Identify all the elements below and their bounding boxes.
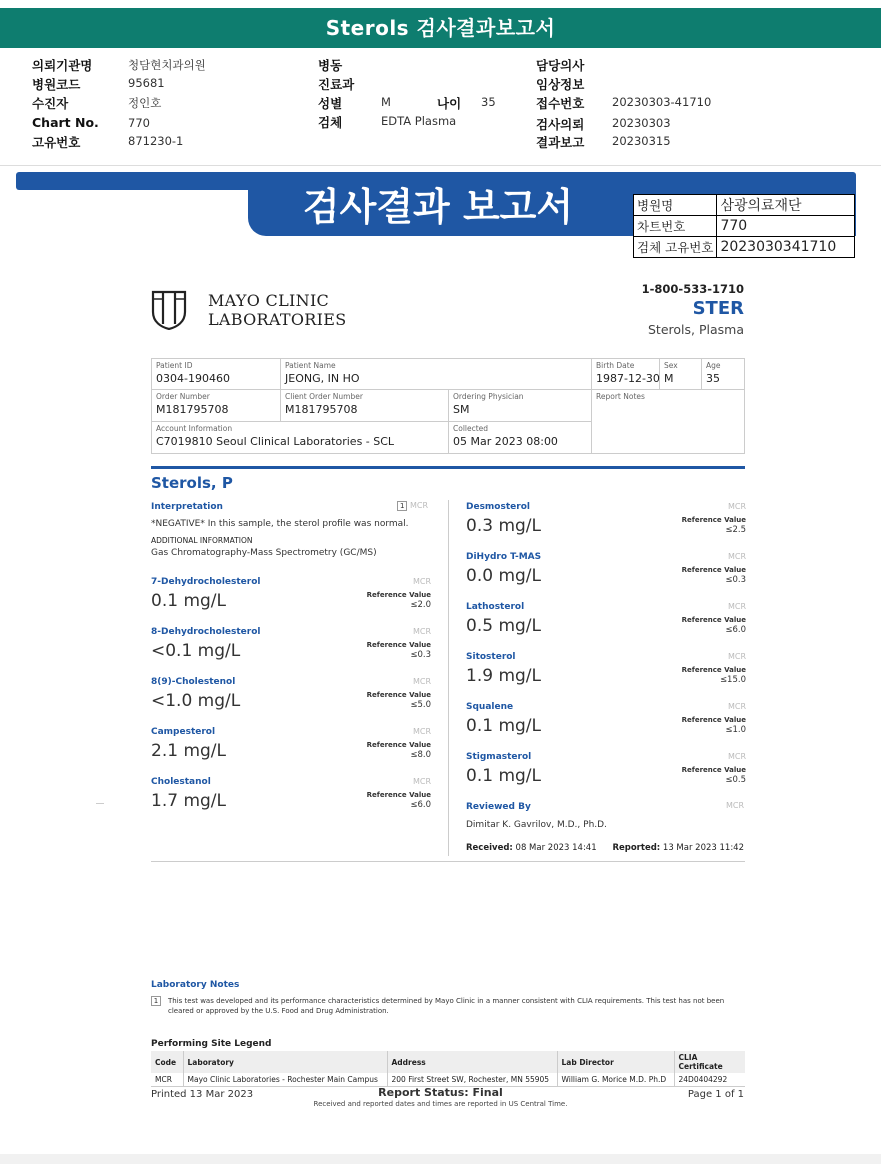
table-cell: 24D0404292 xyxy=(674,1073,745,1087)
reference-value: ≤15.0 xyxy=(719,675,746,685)
analyte-name: Lathosterol xyxy=(466,602,525,612)
mayo-shield-logo-icon xyxy=(151,290,187,330)
lab-note-text: This test was developed and its performance characteristics determined by Mayo Clinic in a manner consistent with CLIA requirements. This test has not been cleared or approved by the U.S. Food and Drug Administration. xyxy=(168,997,725,1015)
reviewer-name: Dimitar K. Gavrilov, M.D., Ph.D. xyxy=(466,820,607,830)
table-cell: William G. Morice M.D. Ph.D xyxy=(557,1073,674,1087)
result-value: 0.1 mg/L xyxy=(466,766,541,786)
result-value: 0.5 mg/L xyxy=(466,616,541,636)
reference-label: Reference Value xyxy=(366,741,431,749)
header-value: 770 xyxy=(128,116,150,130)
reference-label: Reference Value xyxy=(681,666,746,674)
results-section-title: Sterols, P xyxy=(151,474,233,492)
additional-info-label: ADDITIONAL INFORMATION xyxy=(151,536,253,545)
account-cell xyxy=(152,422,449,453)
collected-cell xyxy=(449,422,592,453)
site-code: MCR xyxy=(727,752,746,761)
header-divider xyxy=(0,165,881,166)
header-label: 수진자 xyxy=(32,96,69,111)
sex-cell xyxy=(660,359,702,390)
received-value: 08 Mar 2023 14:41 xyxy=(515,843,597,853)
header-label: 의뢰기관명 xyxy=(32,58,93,73)
result-value: 2.1 mg/L xyxy=(151,741,226,761)
report-status: Report Status: Final xyxy=(378,1086,503,1099)
result-item xyxy=(466,652,746,702)
column-header: Laboratory xyxy=(183,1051,387,1073)
cell-label: Birth Date xyxy=(596,361,635,370)
header-value: M xyxy=(381,95,391,109)
report-status-note: Received and reported dates and times are reported in US Central Time. xyxy=(313,1100,568,1108)
cell-value: 0304-190460 xyxy=(156,372,230,385)
header-label: 진료과 xyxy=(318,77,355,92)
cell-value: 05 Mar 2023 08:00 xyxy=(453,435,558,448)
column-header: Lab Director xyxy=(557,1051,674,1073)
reviewed-by-label: Reviewed By xyxy=(466,802,531,812)
result-item xyxy=(466,552,746,602)
received-date xyxy=(466,843,597,853)
cell-label: Sex xyxy=(664,361,678,370)
reference-value: ≤0.5 xyxy=(725,775,746,785)
cell-label: Collected xyxy=(453,424,489,433)
reference-value: ≤2.5 xyxy=(725,525,746,535)
results-bottom-rule xyxy=(151,861,745,862)
report-band-title: 검사결과 보고서 xyxy=(248,180,628,236)
cell-label: Client Order Number xyxy=(285,392,363,401)
column-header: Code xyxy=(151,1051,183,1073)
result-item xyxy=(151,777,431,827)
site-code: MCR xyxy=(412,777,431,786)
requester-info xyxy=(0,54,881,166)
header-value: 정인호 xyxy=(128,96,162,110)
cell-value: 35 xyxy=(706,372,720,385)
analyte-name: Squalene xyxy=(466,702,514,712)
site-code: MCR xyxy=(727,602,746,611)
analyte-name: Sitosterol xyxy=(466,652,516,662)
reference-value: ≤1.0 xyxy=(725,725,746,735)
reference-value: ≤2.0 xyxy=(410,600,431,610)
interpretation-site xyxy=(397,501,428,510)
column-divider xyxy=(448,500,449,856)
lab-phone: 1-800-533-1710 xyxy=(641,282,744,296)
table-header-row xyxy=(151,1051,745,1073)
reference-label: Reference Value xyxy=(681,616,746,624)
reference-label: Reference Value xyxy=(681,516,746,524)
result-value: 0.3 mg/L xyxy=(466,516,541,536)
test-name: Sterols, Plasma xyxy=(648,322,744,337)
analyte-name: Campesterol xyxy=(151,727,216,737)
column-header: CLIA Certificate xyxy=(674,1051,745,1073)
info-label: 병원명 xyxy=(634,195,717,216)
result-item xyxy=(151,727,431,777)
birth-date-cell xyxy=(592,359,660,390)
cell-label: Ordering Physician xyxy=(453,392,524,401)
patient-id-cell xyxy=(152,359,281,390)
header-label: 검체 xyxy=(318,115,343,130)
patient-info-grid xyxy=(151,358,745,454)
site-code: MCR xyxy=(727,502,746,511)
header-value: EDTA Plasma xyxy=(381,114,457,128)
table-cell: 200 First Street SW, Rochester, MN 55905 xyxy=(387,1073,557,1087)
info-label: 검체 고유번호 xyxy=(634,237,717,258)
header-label: 결과보고 xyxy=(536,135,585,150)
lab-name-line1: MAYO CLINIC xyxy=(208,291,330,310)
info-value: 삼광의료재단 xyxy=(717,195,855,216)
note-ref-badge: 1 xyxy=(397,501,407,511)
order-number-cell xyxy=(152,390,281,422)
header-value: 20230303 xyxy=(612,116,671,130)
cell-label: Age xyxy=(706,361,721,370)
cell-value: M xyxy=(664,372,674,385)
result-value: 0.1 mg/L xyxy=(151,591,226,611)
header-value: 20230303-41710 xyxy=(612,95,712,109)
cell-label: Patient Name xyxy=(285,361,336,370)
header-value: 35 xyxy=(481,95,496,109)
result-item xyxy=(466,702,746,752)
age-cell xyxy=(702,359,745,390)
result-value: 0.0 mg/L xyxy=(466,566,541,586)
site-code: MCR xyxy=(727,702,746,711)
cell-value: M181795708 xyxy=(285,403,358,416)
result-value: 1.9 mg/L xyxy=(466,666,541,686)
lab-name-line2: LABORATORIES xyxy=(208,310,347,329)
site-code: MCR xyxy=(412,627,431,636)
site-code: MCR xyxy=(412,727,431,736)
result-item xyxy=(151,677,431,727)
analyte-name: 7-Dehydrocholesterol xyxy=(151,577,261,587)
result-item xyxy=(466,502,746,552)
interpretation-text: *NEGATIVE* In this sample, the sterol profile was normal. xyxy=(151,519,409,529)
site-legend-table xyxy=(151,1051,745,1087)
cell-label: Report Notes xyxy=(596,392,645,401)
header-value: 95681 xyxy=(128,76,165,90)
header-label: 고유번호 xyxy=(32,135,81,150)
header-label: 성별 xyxy=(318,96,343,111)
result-item xyxy=(466,602,746,652)
site-legend-title: Performing Site Legend xyxy=(151,1039,272,1049)
table-row xyxy=(151,1073,745,1087)
reference-label: Reference Value xyxy=(366,791,431,799)
info-value: 770 xyxy=(717,216,855,237)
analyte-name: Desmosterol xyxy=(466,502,530,512)
header-label: 병원코드 xyxy=(32,77,81,92)
page-number: Page 1 of 1 xyxy=(687,1089,744,1100)
analyte-name: DiHydro T-MAS xyxy=(466,552,542,562)
header-value: 청담현치과의원 xyxy=(128,58,206,72)
reviewed-site: MCR xyxy=(725,801,744,810)
table-cell: MCR xyxy=(151,1073,183,1087)
reference-label: Reference Value xyxy=(366,691,431,699)
reference-label: Reference Value xyxy=(366,641,431,649)
cell-label: Account Information xyxy=(156,424,233,433)
printed-date: Printed 13 Mar 2023 xyxy=(151,1089,254,1100)
cell-value: M181795708 xyxy=(156,403,229,416)
header-label: 임상정보 xyxy=(536,77,585,92)
header-label: Chart No. xyxy=(32,115,99,130)
reference-value: ≤0.3 xyxy=(410,650,431,660)
reference-value: ≤8.0 xyxy=(410,750,431,760)
specimen-info-table xyxy=(633,194,855,258)
header-value: 871230-1 xyxy=(128,134,184,148)
reported-label: Reported: xyxy=(612,843,661,853)
reference-value: ≤5.0 xyxy=(410,700,431,710)
test-code: STER xyxy=(692,298,744,319)
reported-date xyxy=(612,843,744,853)
result-item xyxy=(151,577,431,627)
lab-notes-title: Laboratory Notes xyxy=(151,980,240,990)
cell-value: JEONG, IN HO xyxy=(285,372,360,385)
cell-label: Order Number xyxy=(156,392,210,401)
report-notes-cell xyxy=(592,390,745,453)
result-value: 1.7 mg/L xyxy=(151,791,226,811)
info-value: 2023030341710 xyxy=(717,237,855,258)
lab-name xyxy=(208,291,346,329)
site-code: MCR xyxy=(412,577,431,586)
site-code: MCR xyxy=(727,552,746,561)
patient-name-cell xyxy=(281,359,592,390)
column-header: Address xyxy=(387,1051,557,1073)
site-code: MCR xyxy=(410,501,429,510)
reference-label: Reference Value xyxy=(366,591,431,599)
analyte-name: Cholestanol xyxy=(151,777,211,787)
reference-value: ≤6.0 xyxy=(410,800,431,810)
header-label: 병동 xyxy=(318,58,343,73)
client-order-cell xyxy=(281,390,449,422)
header-label: 접수번호 xyxy=(536,96,585,111)
additional-info-text: Gas Chromatography-Mass Spectrometry (GC/MS) xyxy=(151,548,377,558)
cell-value: SM xyxy=(453,403,470,416)
site-code: MCR xyxy=(727,652,746,661)
margin-mark xyxy=(96,803,104,804)
header-value: 20230315 xyxy=(612,134,671,148)
cell-label: Patient ID xyxy=(156,361,193,370)
cell-value: C7019810 Seoul Clinical Laboratories - SCL xyxy=(156,435,395,448)
report-banner-title: Sterols 검사결과보고서 xyxy=(0,8,881,48)
interpretation-label: Interpretation xyxy=(151,502,223,512)
reference-value: ≤0.3 xyxy=(725,575,746,585)
analyte-name: 8-Dehydrocholesterol xyxy=(151,627,261,637)
result-value: <1.0 mg/L xyxy=(151,691,241,711)
reference-value: ≤6.0 xyxy=(725,625,746,635)
result-item xyxy=(151,627,431,677)
result-value: <0.1 mg/L xyxy=(151,641,241,661)
table-cell: Mayo Clinic Laboratories - Rochester Main Campus xyxy=(183,1073,387,1087)
result-value: 0.1 mg/L xyxy=(466,716,541,736)
reference-label: Reference Value xyxy=(681,716,746,724)
ordering-physician-cell xyxy=(449,390,592,422)
received-label: Received: xyxy=(466,843,513,853)
site-code: MCR xyxy=(412,677,431,686)
info-label: 차트번호 xyxy=(634,216,717,237)
page-footer-bar xyxy=(0,1154,881,1164)
lab-note-number: 1 xyxy=(151,996,161,1006)
reported-value: 13 Mar 2023 11:42 xyxy=(662,843,744,853)
analyte-name: 8(9)-Cholestenol xyxy=(151,677,236,687)
reference-label: Reference Value xyxy=(681,766,746,774)
header-label: 나이 xyxy=(437,96,462,111)
cell-value: 1987-12-30 xyxy=(596,372,660,385)
header-label: 담당의사 xyxy=(536,58,585,73)
analyte-name: Stigmasterol xyxy=(466,752,532,762)
result-item xyxy=(466,752,746,802)
section-rule xyxy=(151,466,745,469)
header-label: 검사의뢰 xyxy=(536,117,585,132)
reference-label: Reference Value xyxy=(681,566,746,574)
